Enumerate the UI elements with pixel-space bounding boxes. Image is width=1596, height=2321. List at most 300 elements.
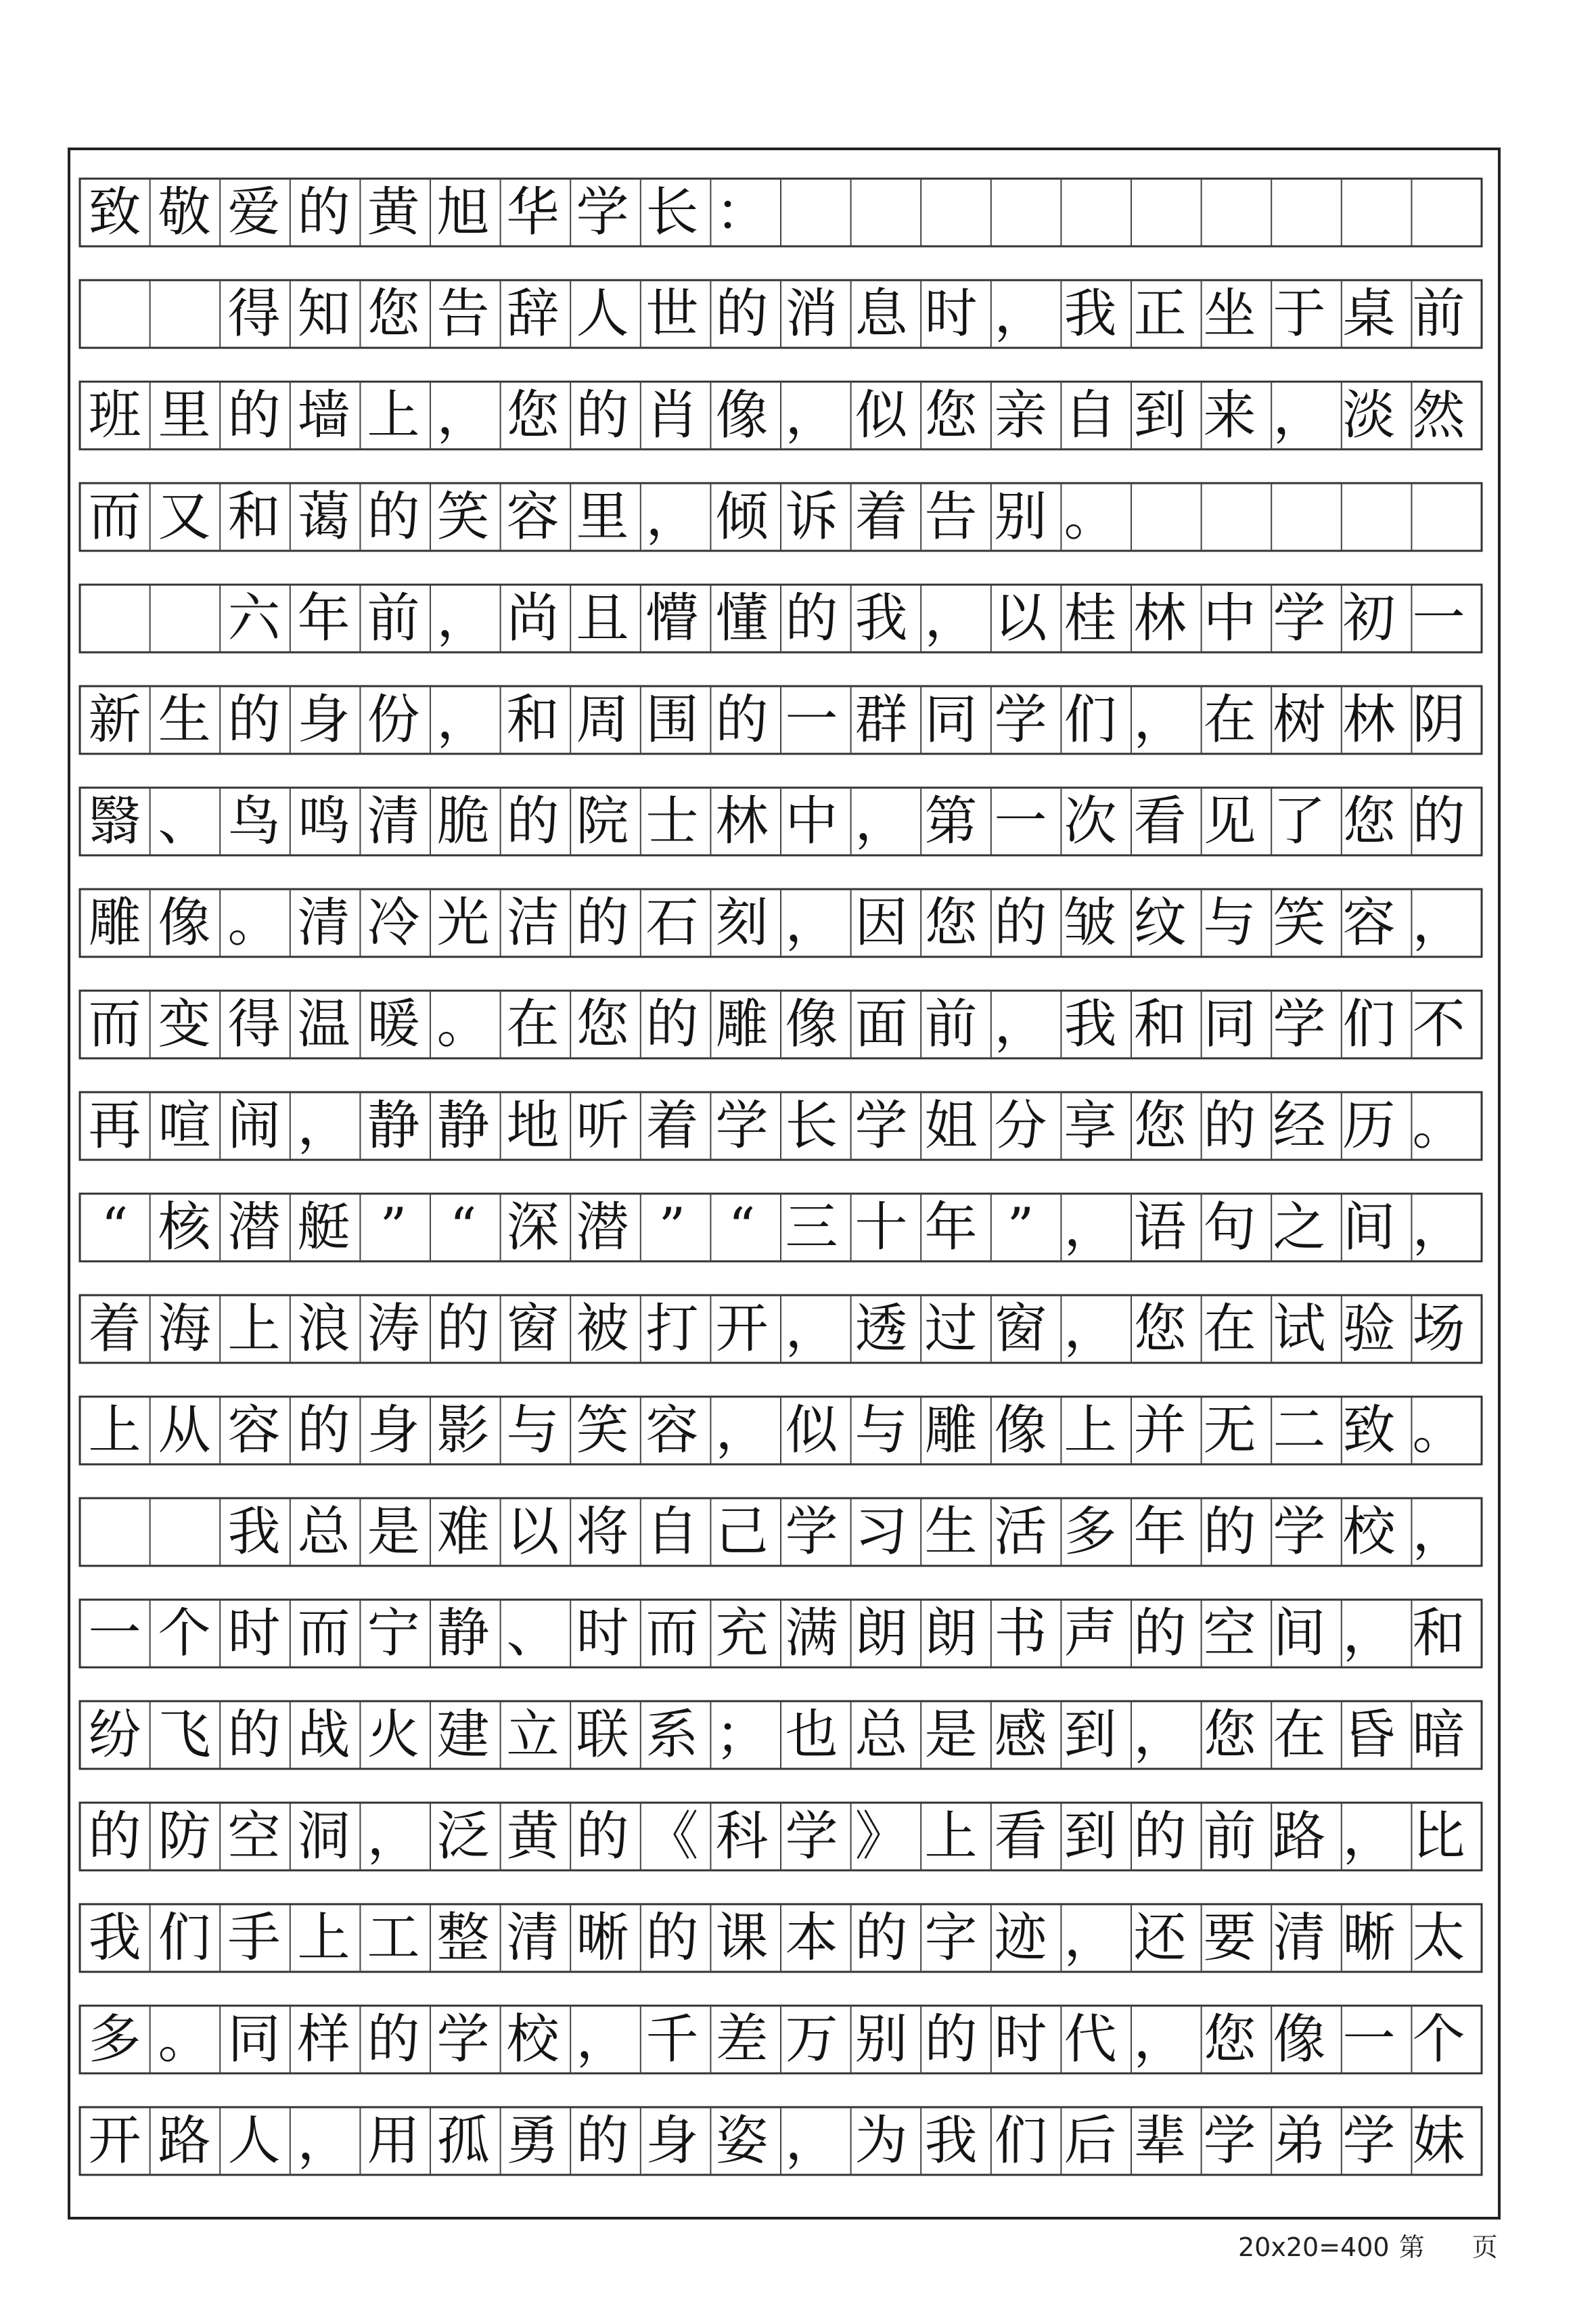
grid-character: 涛 [367, 1299, 420, 1359]
grid-character: 于 [1273, 284, 1326, 344]
grid-character: 姐 [924, 1096, 978, 1156]
grid-character: 身 [297, 690, 350, 750]
grid-character: 身 [367, 1400, 420, 1461]
grid-character: 而 [88, 994, 141, 1055]
grid-character: ， [1273, 385, 1326, 446]
page-label: 第 [1398, 2232, 1425, 2262]
grid-character: 着 [854, 487, 908, 547]
grid-character: 肖 [645, 385, 699, 446]
grid-character: 人 [576, 284, 629, 344]
grid-character: 地 [506, 1096, 560, 1156]
grid-character: 的 [1133, 1603, 1187, 1664]
grid-character: 窗 [506, 1299, 560, 1359]
grid-character: 上 [227, 1299, 281, 1359]
grid-character: 黄 [367, 182, 420, 243]
grid-character: ， [1412, 893, 1465, 953]
grid-character: 晰 [1342, 1908, 1396, 1968]
grid-character: 看 [994, 1806, 1047, 1867]
grid-character: 多 [1064, 1502, 1117, 1562]
grid-character: 尚 [506, 588, 560, 649]
manuscript-line [80, 1397, 1474, 1464]
grid-character: 亲 [994, 385, 1047, 446]
manuscript-line [80, 179, 777, 246]
manuscript-line [80, 686, 1474, 754]
grid-character: 在 [506, 994, 560, 1055]
grid-character: 静 [436, 1096, 490, 1156]
grid-character: 光 [436, 893, 490, 953]
grid-character: 学 [1203, 2111, 1256, 2171]
grid-character: 火 [367, 1705, 420, 1765]
grid-character: 长 [785, 1096, 838, 1156]
grid-character: 树 [1273, 690, 1326, 750]
grid-character: 后 [1064, 2111, 1117, 2171]
grid-character: “ [728, 1197, 756, 1258]
grid-character: 辞 [506, 284, 560, 344]
grid-character: 昏 [1342, 1705, 1396, 1765]
grid-character: 影 [436, 1400, 490, 1461]
manuscript-line [80, 1194, 1474, 1261]
grid-character: 们 [1342, 994, 1396, 1055]
grid-character: 黄 [506, 1806, 560, 1867]
grid-character: 潜 [576, 1197, 629, 1258]
grid-character: 变 [158, 994, 211, 1055]
grid-character: 时 [227, 1603, 281, 1664]
grid-character: 的 [227, 385, 281, 446]
grid-character: 您 [367, 284, 420, 344]
grid-character: 飞 [158, 1705, 211, 1765]
grid-character: 验 [1342, 1299, 1396, 1359]
grid-character: 本 [785, 1908, 838, 1968]
grid-character: 学 [994, 690, 1047, 750]
grid-character: 空 [227, 1806, 281, 1867]
grid-character: 校 [506, 2009, 560, 2070]
grid-character: 和 [1412, 1603, 1465, 1664]
grid-character: 温 [297, 994, 350, 1055]
grid-character: 工 [367, 1908, 420, 1968]
grid-character: 开 [715, 1299, 769, 1359]
grid-character: 新 [88, 690, 141, 750]
grid-character: 诉 [785, 487, 838, 547]
grid-character: ， [436, 588, 490, 649]
grid-character: 消 [785, 284, 838, 344]
grid-character: 和 [227, 487, 281, 547]
grid-character: 感 [994, 1705, 1047, 1765]
grid-character: 时 [924, 284, 978, 344]
grid-character: 孤 [436, 2111, 490, 2171]
grid-character: 己 [715, 1502, 769, 1562]
grid-character: 因 [854, 893, 908, 953]
grid-character: ， [297, 1096, 350, 1156]
grid-character: 浪 [297, 1299, 350, 1359]
grid-character: 上 [367, 385, 420, 446]
grid-character: 您 [1133, 1299, 1187, 1359]
manuscript-line [80, 991, 1474, 1058]
grid-character: 勇 [506, 2111, 560, 2171]
grid-character: 别 [854, 2009, 908, 2070]
grid-character: 纷 [88, 1705, 141, 1765]
grid-character: 像 [158, 893, 211, 953]
grid-character: 十 [854, 1197, 908, 1258]
grid-character: 一 [88, 1603, 141, 1664]
grid-character: ， [1064, 1197, 1117, 1258]
grid-spec-label: 20x20=400 [1238, 2232, 1390, 2262]
grid-character: 。 [1412, 1400, 1465, 1461]
grid-character: 的 [367, 487, 420, 547]
grid-character: 时 [994, 2009, 1047, 2070]
grid-character: 容 [645, 1400, 699, 1461]
grid-character: 声 [1064, 1603, 1117, 1664]
grid-character: 的 [227, 690, 281, 750]
grid-character: 要 [1203, 1908, 1256, 1968]
grid-character: 上 [297, 1908, 350, 1968]
grid-character: ， [1342, 1603, 1396, 1664]
grid-character: 一 [785, 690, 838, 750]
grid-character: 战 [297, 1705, 350, 1765]
grid-character: 像 [1273, 2009, 1326, 2070]
grid-character: 静 [436, 1603, 490, 1664]
grid-character: 的 [227, 1705, 281, 1765]
manuscript-line [80, 280, 1474, 348]
grid-character: 路 [1273, 1806, 1326, 1867]
grid-character: 墙 [297, 385, 350, 446]
grid-character: 看 [1133, 791, 1187, 852]
grid-character: 面 [854, 994, 908, 1055]
grid-character: 懵 [645, 588, 699, 649]
grid-character: 年 [924, 1197, 978, 1258]
grid-character: 然 [1412, 385, 1465, 446]
grid-character: 样 [297, 2009, 350, 2070]
grid-character: ， [436, 385, 490, 446]
grid-character: 旭 [436, 182, 490, 243]
grid-character: 清 [297, 893, 350, 953]
manuscript-line [80, 585, 1474, 652]
grid-character: 的 [297, 182, 350, 243]
grid-character: 一 [994, 791, 1047, 852]
grid-character: 皱 [1064, 893, 1117, 953]
grid-character: 自 [1064, 385, 1117, 446]
grid-character: 笑 [576, 1400, 629, 1461]
grid-character: 的 [576, 1806, 629, 1867]
grid-character: 闹 [227, 1096, 281, 1156]
grid-character: ， [715, 1400, 769, 1461]
grid-character: 再 [88, 1096, 141, 1156]
grid-character: 的 [994, 893, 1047, 953]
grid-character: 千 [645, 2009, 699, 2070]
grid-character: 见 [1203, 791, 1256, 852]
grid-character: ， [297, 2111, 350, 2171]
grid-character: 爱 [227, 182, 281, 243]
grid-character: ， [994, 994, 1047, 1055]
grid-character: 暗 [1412, 1705, 1465, 1765]
manuscript-line [80, 1803, 1474, 1870]
grid-character: 石 [645, 893, 699, 953]
manuscript-line [80, 2107, 1474, 2175]
grid-character: 朗 [854, 1603, 908, 1664]
grid-character: 句 [1203, 1197, 1256, 1258]
page-unit-label: 页 [1472, 2232, 1498, 2262]
grid-character: 的 [645, 1908, 699, 1968]
grid-character: 林 [1133, 588, 1187, 649]
grid-character: 暖 [367, 994, 420, 1055]
grid-character: 听 [576, 1096, 629, 1156]
grid-character: ： [715, 182, 769, 243]
grid-character: 的 [88, 1806, 141, 1867]
grid-character: 们 [994, 2111, 1047, 2171]
grid-character: 上 [924, 1806, 978, 1867]
grid-character: ， [1412, 1197, 1465, 1258]
grid-character: 历 [1342, 1096, 1396, 1156]
grid-character: 的 [576, 385, 629, 446]
grid-character: 晰 [576, 1908, 629, 1968]
grid-character: 正 [1133, 284, 1187, 344]
grid-character: ， [367, 1806, 420, 1867]
grid-character: 同 [924, 690, 978, 750]
grid-character: 试 [1273, 1299, 1326, 1359]
grid-character: 联 [576, 1705, 629, 1765]
manuscript-line [80, 2006, 1474, 2073]
grid-character: 书 [994, 1603, 1047, 1664]
grid-character: 学 [576, 182, 629, 243]
grid-character: 打 [645, 1299, 699, 1359]
grid-character: 宁 [367, 1603, 420, 1664]
grid-character: 深 [506, 1197, 560, 1258]
grid-character: 妹 [1412, 2111, 1465, 2171]
grid-character: ， [1412, 1502, 1465, 1562]
grid-character: 我 [1064, 994, 1117, 1055]
grid-character: ， [1064, 1908, 1117, 1968]
grid-character: 将 [576, 1502, 629, 1562]
grid-character: “ [101, 1197, 129, 1258]
grid-character: 上 [1064, 1400, 1117, 1461]
grid-character: 时 [576, 1603, 629, 1664]
grid-character: ” [1007, 1197, 1034, 1258]
manuscript-line [80, 1600, 1474, 1667]
grid-character: 。 [1412, 1096, 1465, 1156]
grid-character: 我 [88, 1908, 141, 1968]
grid-character: 不 [1412, 994, 1465, 1055]
grid-character: 桂 [1064, 588, 1117, 649]
grid-character: ， [1133, 1705, 1187, 1765]
grid-character: 您 [1133, 1096, 1187, 1156]
grid-character: 年 [297, 588, 350, 649]
grid-character: 翳 [88, 791, 141, 852]
grid-character: 里 [576, 487, 629, 547]
grid-character: ” [380, 1197, 407, 1258]
grid-character: 一 [1412, 588, 1465, 649]
grid-character: 的 [1133, 1806, 1187, 1867]
grid-character: 容 [506, 487, 560, 547]
grid-character: 的 [506, 791, 560, 852]
grid-character: 六 [227, 588, 281, 649]
grid-character: 。 [1064, 487, 1117, 547]
grid-character: 的 [576, 893, 629, 953]
grid-character: 与 [854, 1400, 908, 1461]
grid-character: 以 [506, 1502, 560, 1562]
grid-character: 还 [1133, 1908, 1187, 1968]
grid-character: 的 [924, 2009, 978, 2070]
grid-character: ， [1133, 2009, 1187, 2070]
grid-character: 以 [994, 588, 1047, 649]
grid-character: 核 [158, 1197, 211, 1258]
grid-character: 。 [158, 2009, 211, 2070]
grid-character: ， [785, 1299, 838, 1359]
grid-character: 自 [645, 1502, 699, 1562]
grid-character: 路 [158, 2111, 211, 2171]
grid-character: 和 [506, 690, 560, 750]
grid-character: 系 [645, 1705, 699, 1765]
manuscript-line [80, 1904, 1474, 1972]
grid-character: 学 [785, 1502, 838, 1562]
grid-character: 告 [436, 284, 490, 344]
grid-character: 也 [785, 1705, 838, 1765]
grid-character: 而 [645, 1603, 699, 1664]
grid-character: 透 [854, 1299, 908, 1359]
grid-character: 窗 [994, 1299, 1047, 1359]
grid-character: 分 [994, 1096, 1047, 1156]
grid-character: 敬 [158, 182, 211, 243]
grid-character: 活 [994, 1502, 1047, 1562]
grid-character: 课 [715, 1908, 769, 1968]
grid-character: 们 [1064, 690, 1117, 750]
grid-character: 的 [1412, 791, 1465, 852]
grid-character: 您 [576, 994, 629, 1055]
grid-character: 空 [1203, 1603, 1256, 1664]
grid-character: 我 [1064, 284, 1117, 344]
grid-character: 防 [158, 1806, 211, 1867]
grid-character: 在 [1273, 1705, 1326, 1765]
manuscript-line [80, 1701, 1474, 1769]
grid-character: 的 [785, 588, 838, 649]
grid-character: 的 [1203, 1096, 1256, 1156]
grid-character: 里 [158, 385, 211, 446]
grid-character: 与 [506, 1400, 560, 1461]
grid-character: 林 [715, 791, 769, 852]
grid-character: 校 [1342, 1502, 1396, 1562]
grid-character: 坐 [1203, 284, 1256, 344]
grid-character: 知 [297, 284, 350, 344]
grid-character: ” [658, 1197, 686, 1258]
grid-character: 过 [924, 1299, 978, 1359]
grid-character: 洁 [506, 893, 560, 953]
grid-character: 字 [924, 1908, 978, 1968]
grid-character: 上 [88, 1400, 141, 1461]
grid-character: ， [854, 791, 908, 852]
grid-character: 难 [436, 1502, 490, 1562]
manuscript-line [80, 1092, 1474, 1160]
grid-character: 清 [367, 791, 420, 852]
grid-character: 的 [367, 2009, 420, 2070]
grid-character: 姿 [715, 2111, 769, 2171]
grid-character: 前 [1412, 284, 1465, 344]
grid-character: 的 [715, 690, 769, 750]
grid-character: 人 [227, 2111, 281, 2171]
grid-character: 您 [1203, 1705, 1256, 1765]
grid-character: 被 [576, 1299, 629, 1359]
grid-character: 比 [1412, 1806, 1465, 1867]
grid-character: 像 [994, 1400, 1047, 1461]
grid-character: 淡 [1342, 385, 1396, 446]
grid-character: 总 [854, 1705, 908, 1765]
grid-character: “ [449, 1197, 477, 1258]
grid-character: 整 [436, 1908, 490, 1968]
grid-character: 的 [297, 1400, 350, 1461]
manuscript-line [80, 1498, 1474, 1566]
grid-character: 艇 [297, 1197, 350, 1258]
grid-character: 的 [715, 284, 769, 344]
grid-character: ， [994, 284, 1047, 344]
grid-character: 着 [645, 1096, 699, 1156]
grid-character: 我 [854, 588, 908, 649]
grid-character: 个 [1412, 2009, 1465, 2070]
grid-character: 雕 [924, 1400, 978, 1461]
grid-character: 到 [1064, 1806, 1117, 1867]
grid-character: ， [436, 690, 490, 750]
grid-character: 桌 [1342, 284, 1396, 344]
grid-character: 我 [924, 2111, 978, 2171]
grid-character: 来 [1203, 385, 1256, 446]
grid-character: 万 [785, 2009, 838, 2070]
grid-character: 身 [645, 2111, 699, 2171]
grid-character: 《 [645, 1806, 699, 1867]
grid-character: 总 [297, 1502, 350, 1562]
grid-character: 得 [227, 284, 281, 344]
grid-character: 多 [88, 2009, 141, 2070]
grid-character: ， [1133, 690, 1187, 750]
grid-character: 泛 [436, 1806, 490, 1867]
manuscript-line [80, 889, 1474, 957]
grid-character: 并 [1133, 1400, 1187, 1461]
grid-character: 容 [1342, 893, 1396, 953]
grid-character: 的 [1203, 1502, 1256, 1562]
grid-character: 的 [854, 1908, 908, 1968]
grid-character: 。 [227, 893, 281, 953]
grid-character: 初 [1342, 588, 1396, 649]
grid-character: 学 [1273, 1502, 1326, 1562]
grid-character: 前 [367, 588, 420, 649]
grid-character: 着 [88, 1299, 141, 1359]
grid-character: 中 [1203, 588, 1256, 649]
grid-character: 冷 [367, 893, 420, 953]
grid-character: 建 [436, 1705, 490, 1765]
grid-character: 倾 [715, 487, 769, 547]
grid-character: 学 [1342, 2111, 1396, 2171]
grid-character: 在 [1203, 690, 1256, 750]
grid-character: 像 [715, 385, 769, 446]
grid-character: 手 [227, 1908, 281, 1968]
grid-character: 辈 [1133, 2111, 1187, 2171]
grid-character: 中 [785, 791, 838, 852]
grid-character: 雕 [715, 994, 769, 1055]
grid-character: 纹 [1133, 893, 1187, 953]
grid-character: 代 [1064, 2009, 1117, 2070]
grid-character: 而 [297, 1603, 350, 1664]
grid-character: 之 [1273, 1197, 1326, 1258]
grid-character: 、 [506, 1603, 560, 1664]
grid-character: 班 [88, 385, 141, 446]
paper-footer [1238, 2226, 1498, 2263]
grid-character: 又 [158, 487, 211, 547]
grid-character: 喧 [158, 1096, 211, 1156]
grid-character: 迹 [994, 1908, 1047, 1968]
grid-character: 息 [854, 284, 908, 344]
grid-character: 群 [854, 690, 908, 750]
manuscript-line [80, 1295, 1474, 1363]
grid-character: 学 [715, 1096, 769, 1156]
grid-character: 学 [436, 2009, 490, 2070]
grid-character: 似 [854, 385, 908, 446]
grid-character: 似 [785, 1400, 838, 1461]
grid-character: 的 [645, 994, 699, 1055]
